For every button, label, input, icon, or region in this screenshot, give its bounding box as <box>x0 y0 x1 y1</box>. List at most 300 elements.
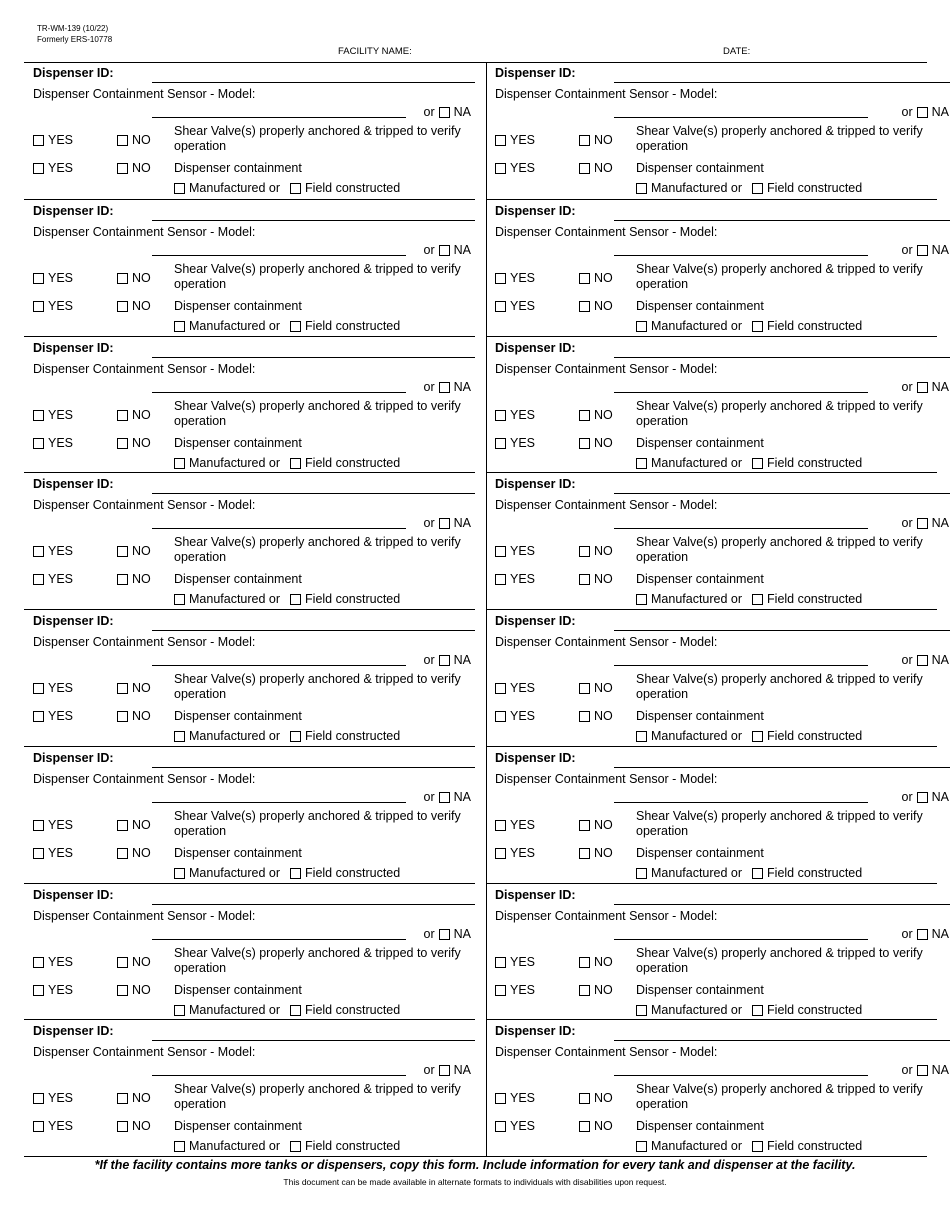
sensor-model-field[interactable] <box>614 117 868 118</box>
shear-yes-option <box>495 408 535 423</box>
no-text: NO <box>594 407 613 422</box>
field-constructed-text: Field constructed <box>767 865 863 880</box>
manufactured-checkbox[interactable] <box>174 458 185 469</box>
containment-yes-checkbox[interactable] <box>33 301 44 312</box>
manufactured-text: Manufactured or <box>651 455 743 470</box>
manufactured-text: Manufactured or <box>651 1139 743 1154</box>
na-checkbox[interactable] <box>917 382 928 393</box>
field-constructed-checkbox[interactable] <box>752 1005 763 1016</box>
manufactured-checkbox[interactable] <box>174 321 185 332</box>
field-constructed-checkbox[interactable] <box>752 183 763 194</box>
field-constructed-checkbox[interactable] <box>290 1005 301 1016</box>
dispenser-block-right-5 <box>486 609 949 746</box>
manufactured-checkbox[interactable] <box>636 183 647 194</box>
containment-no-option <box>579 709 613 724</box>
sensor-model-field[interactable] <box>614 939 868 940</box>
containment-yes-option <box>33 983 73 998</box>
shear-no-checkbox[interactable] <box>117 135 128 146</box>
sensor-na-option <box>902 927 950 942</box>
field-constructed-checkbox[interactable] <box>752 458 763 469</box>
manufactured-checkbox[interactable] <box>174 731 185 742</box>
sensor-model-label: Dispenser Containment Sensor - Model: <box>33 908 256 923</box>
yes-text: YES <box>510 298 536 313</box>
field-constructed-checkbox[interactable] <box>752 321 763 332</box>
containment-yes-option <box>33 436 73 451</box>
field-constructed-text: Field constructed <box>305 729 401 743</box>
containment-yes-checkbox[interactable] <box>33 985 44 996</box>
sensor-na-option <box>424 790 472 805</box>
containment-no-checkbox[interactable] <box>117 163 128 174</box>
containment-type-options <box>174 1139 400 1154</box>
shear-yes-option <box>33 681 73 696</box>
shear-yes-checkbox[interactable] <box>33 820 44 831</box>
date-label: DATE: <box>723 46 751 57</box>
shear-yes-checkbox[interactable] <box>495 410 506 421</box>
manufactured-checkbox[interactable] <box>174 594 185 605</box>
containment-no-checkbox[interactable] <box>579 848 590 859</box>
or-text: or <box>423 242 435 257</box>
shear-no-checkbox[interactable] <box>579 135 590 146</box>
shear-no-checkbox[interactable] <box>579 410 590 421</box>
manufactured-checkbox[interactable] <box>636 1005 647 1016</box>
field-constructed-checkbox[interactable] <box>752 1141 763 1152</box>
containment-no-checkbox[interactable] <box>579 163 590 174</box>
sensor-na-option <box>902 516 950 531</box>
dispenser-block-right-4 <box>486 472 949 609</box>
dispenser-id-field[interactable] <box>614 630 950 631</box>
field-constructed-text: Field constructed <box>767 729 863 743</box>
sensor-model-field[interactable] <box>614 392 868 393</box>
containment-yes-checkbox[interactable] <box>33 163 44 174</box>
yes-text: YES <box>510 161 536 175</box>
containment-text: Dispenser containment <box>636 982 764 997</box>
shear-valve-text: Shear Valve(s) properly anchored & tripped to verify operation <box>636 261 923 291</box>
footer-note: *If the facility contains more tanks or dispensers, copy this form. Include information for every tank and dispenser at the facility. <box>94 1158 856 1172</box>
sensor-na-option <box>424 243 472 258</box>
shear-yes-checkbox[interactable] <box>33 957 44 968</box>
containment-yes-checkbox[interactable] <box>33 711 44 722</box>
shear-no-checkbox[interactable] <box>117 683 128 694</box>
manufactured-checkbox[interactable] <box>174 183 185 194</box>
field-constructed-checkbox[interactable] <box>290 183 301 194</box>
shear-yes-checkbox[interactable] <box>495 957 506 968</box>
shear-no-option <box>117 133 151 148</box>
dispenser-block-left-5 <box>24 609 475 746</box>
or-text: or <box>423 789 435 804</box>
sensor-model-field[interactable] <box>152 117 406 118</box>
shear-no-checkbox[interactable] <box>117 546 128 557</box>
shear-no-checkbox[interactable] <box>117 410 128 421</box>
no-text: NO <box>132 681 151 695</box>
na-checkbox[interactable] <box>439 792 450 803</box>
yes-text: YES <box>48 133 74 147</box>
manufactured-text: Manufactured or <box>189 181 281 195</box>
containment-no-option <box>579 161 613 176</box>
dispenser-id-field[interactable] <box>152 630 475 631</box>
sensor-model-field[interactable] <box>152 392 406 393</box>
shear-no-option <box>579 818 613 833</box>
containment-yes-checkbox[interactable] <box>495 1121 506 1132</box>
sensor-model-field[interactable] <box>614 802 868 803</box>
containment-yes-checkbox[interactable] <box>495 574 506 585</box>
dispenser-id-label: Dispenser ID: <box>33 1024 114 1039</box>
or-text: or <box>901 242 913 257</box>
shear-yes-checkbox[interactable] <box>33 683 44 694</box>
yes-text: YES <box>48 709 74 723</box>
na-text: NA <box>931 653 949 667</box>
na-checkbox[interactable] <box>439 655 450 666</box>
containment-yes-option <box>33 161 73 176</box>
shear-no-checkbox[interactable] <box>579 957 590 968</box>
manufactured-checkbox[interactable] <box>636 1141 647 1152</box>
shear-no-checkbox[interactable] <box>117 820 128 831</box>
field-constructed-text: Field constructed <box>305 455 401 470</box>
yes-text: YES <box>510 133 536 147</box>
containment-yes-checkbox[interactable] <box>495 163 506 174</box>
na-checkbox[interactable] <box>917 518 928 529</box>
manufactured-text: Manufactured or <box>189 455 281 470</box>
no-text: NO <box>594 709 613 723</box>
shear-yes-option <box>33 1091 73 1106</box>
shear-no-option <box>579 271 613 286</box>
shear-no-checkbox[interactable] <box>579 546 590 557</box>
na-text: NA <box>453 789 471 804</box>
no-text: NO <box>594 982 613 997</box>
containment-type-options <box>636 456 862 471</box>
na-checkbox[interactable] <box>917 929 928 940</box>
manufactured-checkbox[interactable] <box>636 868 647 879</box>
sensor-model-field[interactable] <box>152 528 406 529</box>
shear-yes-option <box>33 955 73 970</box>
dispenser-id-field[interactable] <box>614 357 950 358</box>
sensor-model-label: Dispenser Containment Sensor - Model: <box>495 498 718 513</box>
shear-valve-text: Shear Valve(s) properly anchored & tripped to verify operation <box>174 945 461 975</box>
yes-text: YES <box>48 270 74 285</box>
na-checkbox[interactable] <box>917 107 928 118</box>
sensor-model-field[interactable] <box>152 802 406 803</box>
containment-type-options <box>636 1003 862 1018</box>
containment-no-checkbox[interactable] <box>579 1121 590 1132</box>
field-constructed-checkbox[interactable] <box>290 321 301 332</box>
containment-no-checkbox[interactable] <box>117 574 128 585</box>
form-number: TR-WM-139 (10/22) <box>37 24 109 33</box>
containment-no-option <box>579 299 613 314</box>
na-text: NA <box>453 516 471 531</box>
manufactured-text: Manufactured or <box>651 592 743 607</box>
yes-text: YES <box>48 681 74 695</box>
manufactured-text: Manufactured or <box>651 1002 743 1017</box>
yes-text: YES <box>510 435 536 450</box>
yes-text: YES <box>48 298 74 313</box>
sensor-model-field[interactable] <box>152 665 406 666</box>
containment-no-option <box>117 299 151 314</box>
or-text: or <box>901 789 913 804</box>
or-text: or <box>423 105 435 119</box>
containment-yes-checkbox[interactable] <box>33 574 44 585</box>
yes-text: YES <box>48 435 74 450</box>
yes-text: YES <box>48 572 74 587</box>
field-constructed-checkbox[interactable] <box>752 731 763 742</box>
na-text: NA <box>931 516 949 531</box>
no-text: NO <box>594 845 613 860</box>
shear-no-option <box>117 681 151 696</box>
manufactured-checkbox[interactable] <box>174 868 185 879</box>
or-text: or <box>901 653 913 667</box>
containment-no-checkbox[interactable] <box>117 711 128 722</box>
shear-yes-checkbox[interactable] <box>495 683 506 694</box>
no-text: NO <box>594 161 613 175</box>
field-constructed-text: Field constructed <box>305 181 401 195</box>
shear-yes-checkbox[interactable] <box>33 135 44 146</box>
sensor-model-field[interactable] <box>614 1075 868 1076</box>
sensor-model-field[interactable] <box>152 1075 406 1076</box>
containment-yes-option <box>495 709 535 724</box>
no-text: NO <box>594 298 613 313</box>
containment-text: Dispenser containment <box>636 572 764 587</box>
shear-no-option <box>117 955 151 970</box>
dispenser-id-field[interactable] <box>152 1040 475 1041</box>
dispenser-id-field[interactable] <box>614 1040 950 1041</box>
containment-no-option <box>117 1119 151 1134</box>
manufactured-text: Manufactured or <box>651 729 743 743</box>
manufactured-checkbox[interactable] <box>636 458 647 469</box>
shear-no-checkbox[interactable] <box>579 1093 590 1104</box>
dispenser-id-field[interactable] <box>614 220 950 221</box>
containment-type-options <box>636 181 862 196</box>
containment-no-checkbox[interactable] <box>117 1121 128 1132</box>
manufactured-text: Manufactured or <box>189 592 281 607</box>
containment-yes-option <box>495 161 535 176</box>
containment-no-checkbox[interactable] <box>579 574 590 585</box>
dispenser-id-field[interactable] <box>152 357 475 358</box>
yes-text: YES <box>48 161 74 175</box>
na-checkbox[interactable] <box>439 245 450 256</box>
field-constructed-text: Field constructed <box>767 592 863 607</box>
containment-no-checkbox[interactable] <box>579 438 590 449</box>
containment-yes-checkbox[interactable] <box>495 438 506 449</box>
manufactured-checkbox[interactable] <box>174 1141 185 1152</box>
containment-no-checkbox[interactable] <box>117 301 128 312</box>
na-checkbox[interactable] <box>917 245 928 256</box>
no-text: NO <box>132 407 151 422</box>
na-checkbox[interactable] <box>439 1065 450 1076</box>
dispenser-id-label: Dispenser ID: <box>33 340 114 355</box>
containment-yes-checkbox[interactable] <box>495 848 506 859</box>
containment-no-option <box>117 572 151 587</box>
shear-yes-checkbox[interactable] <box>495 820 506 831</box>
dispenser-id-label: Dispenser ID: <box>495 477 576 492</box>
manufactured-checkbox[interactable] <box>174 1005 185 1016</box>
sensor-na-option <box>902 653 950 668</box>
containment-text: Dispenser containment <box>174 982 302 997</box>
na-checkbox[interactable] <box>917 792 928 803</box>
yes-text: YES <box>510 544 536 559</box>
sensor-model-field[interactable] <box>614 255 868 256</box>
dispenser-id-field[interactable] <box>152 82 475 83</box>
no-text: NO <box>132 270 151 285</box>
containment-yes-option <box>33 1119 73 1134</box>
na-text: NA <box>453 379 471 394</box>
na-checkbox[interactable] <box>439 382 450 393</box>
no-text: NO <box>132 435 151 450</box>
shear-valve-text: Shear Valve(s) properly anchored & tripped to verify operation <box>636 672 923 701</box>
dispenser-id-field[interactable] <box>152 220 475 221</box>
shear-yes-option <box>495 544 535 559</box>
manufactured-checkbox[interactable] <box>636 321 647 332</box>
shear-no-checkbox[interactable] <box>117 273 128 284</box>
shear-no-option <box>117 271 151 286</box>
containment-no-checkbox[interactable] <box>579 301 590 312</box>
shear-yes-checkbox[interactable] <box>33 1093 44 1104</box>
manufactured-text: Manufactured or <box>189 1002 281 1017</box>
no-text: NO <box>132 298 151 313</box>
na-checkbox[interactable] <box>439 929 450 940</box>
sensor-na-option <box>902 380 950 395</box>
containment-yes-checkbox[interactable] <box>33 438 44 449</box>
shear-valve-text: Shear Valve(s) properly anchored & tripped to verify operation <box>174 124 461 153</box>
field-constructed-checkbox[interactable] <box>752 594 763 605</box>
shear-yes-checkbox[interactable] <box>495 546 506 557</box>
yes-text: YES <box>48 407 74 422</box>
dispenser-id-label: Dispenser ID: <box>495 750 576 765</box>
yes-text: YES <box>510 407 536 422</box>
dispenser-id-field[interactable] <box>614 493 950 494</box>
na-text: NA <box>453 105 471 119</box>
containment-no-checkbox[interactable] <box>117 985 128 996</box>
containment-type-options <box>174 866 400 881</box>
shear-yes-checkbox[interactable] <box>495 1093 506 1104</box>
sensor-model-label: Dispenser Containment Sensor - Model: <box>33 1045 256 1060</box>
shear-no-option <box>579 955 613 970</box>
dispenser-id-label: Dispenser ID: <box>33 477 114 492</box>
containment-no-checkbox[interactable] <box>579 985 590 996</box>
containment-no-checkbox[interactable] <box>117 438 128 449</box>
shear-yes-checkbox[interactable] <box>495 273 506 284</box>
na-text: NA <box>931 105 949 119</box>
yes-text: YES <box>510 709 536 723</box>
containment-yes-checkbox[interactable] <box>33 848 44 859</box>
yes-text: YES <box>510 845 536 860</box>
shear-no-checkbox[interactable] <box>117 1093 128 1104</box>
dispenser-id-label: Dispenser ID: <box>495 203 576 218</box>
field-constructed-checkbox[interactable] <box>290 458 301 469</box>
field-constructed-checkbox[interactable] <box>752 868 763 879</box>
containment-type-options <box>174 456 400 471</box>
sensor-na-option <box>424 653 472 668</box>
or-text: or <box>901 1063 913 1078</box>
containment-no-option <box>579 436 613 451</box>
shear-valve-text: Shear Valve(s) properly anchored & tripped to verify operation <box>174 1082 461 1112</box>
dispenser-id-label: Dispenser ID: <box>33 887 114 902</box>
shear-no-option <box>117 818 151 833</box>
dispenser-grid <box>24 62 949 1157</box>
na-text: NA <box>453 242 471 257</box>
shear-valve-text: Shear Valve(s) properly anchored & tripped to verify operation <box>174 672 461 701</box>
containment-yes-checkbox[interactable] <box>33 1121 44 1132</box>
field-constructed-checkbox[interactable] <box>290 731 301 742</box>
na-text: NA <box>931 789 949 804</box>
containment-yes-checkbox[interactable] <box>495 711 506 722</box>
manufactured-text: Manufactured or <box>651 865 743 880</box>
dispenser-id-field[interactable] <box>614 767 950 768</box>
containment-text: Dispenser containment <box>636 845 764 860</box>
sensor-model-field[interactable] <box>614 665 868 666</box>
sensor-model-label: Dispenser Containment Sensor - Model: <box>495 1045 718 1060</box>
containment-yes-checkbox[interactable] <box>495 985 506 996</box>
na-checkbox[interactable] <box>439 518 450 529</box>
dispenser-block-right-3 <box>486 336 949 473</box>
field-constructed-text: Field constructed <box>767 1002 863 1017</box>
sensor-model-label: Dispenser Containment Sensor - Model: <box>495 87 718 101</box>
shear-yes-checkbox[interactable] <box>33 410 44 421</box>
sensor-model-label: Dispenser Containment Sensor - Model: <box>495 635 718 649</box>
shear-no-option <box>579 133 613 148</box>
field-constructed-checkbox[interactable] <box>290 1141 301 1152</box>
shear-yes-checkbox[interactable] <box>33 546 44 557</box>
shear-yes-option <box>495 681 535 696</box>
na-text: NA <box>931 379 949 394</box>
shear-no-option <box>579 544 613 559</box>
sensor-model-field[interactable] <box>152 939 406 940</box>
or-text: or <box>423 516 435 531</box>
manufactured-text: Manufactured or <box>651 318 743 333</box>
shear-no-checkbox[interactable] <box>579 683 590 694</box>
manufactured-text: Manufactured or <box>189 865 281 880</box>
shear-valve-text: Shear Valve(s) properly anchored & tripped to verify operation <box>636 535 923 565</box>
containment-yes-checkbox[interactable] <box>495 301 506 312</box>
sensor-na-option <box>424 380 472 395</box>
yes-text: YES <box>48 1119 74 1134</box>
sensor-model-field[interactable] <box>152 255 406 256</box>
formerly-number: Formerly ERS-10778 <box>37 35 113 44</box>
dispenser-id-field[interactable] <box>614 904 950 905</box>
containment-no-option <box>117 709 151 724</box>
shear-yes-option <box>495 271 535 286</box>
containment-text: Dispenser containment <box>636 161 764 175</box>
containment-yes-option <box>33 299 73 314</box>
or-text: or <box>901 516 913 531</box>
containment-no-option <box>579 1119 613 1134</box>
no-text: NO <box>594 1091 613 1106</box>
shear-no-checkbox[interactable] <box>117 957 128 968</box>
shear-no-checkbox[interactable] <box>579 820 590 831</box>
dispenser-id-field[interactable] <box>614 82 950 83</box>
manufactured-checkbox[interactable] <box>636 731 647 742</box>
containment-no-checkbox[interactable] <box>117 848 128 859</box>
containment-no-checkbox[interactable] <box>579 711 590 722</box>
field-constructed-checkbox[interactable] <box>290 594 301 605</box>
sensor-model-label: Dispenser Containment Sensor - Model: <box>33 771 256 786</box>
na-checkbox[interactable] <box>439 107 450 118</box>
manufactured-checkbox[interactable] <box>636 594 647 605</box>
sensor-model-field[interactable] <box>614 528 868 529</box>
na-checkbox[interactable] <box>917 655 928 666</box>
field-constructed-checkbox[interactable] <box>290 868 301 879</box>
na-checkbox[interactable] <box>917 1065 928 1076</box>
containment-text: Dispenser containment <box>636 1119 764 1134</box>
dispenser-id-field[interactable] <box>152 904 475 905</box>
shear-yes-checkbox[interactable] <box>33 273 44 284</box>
yes-text: YES <box>510 1091 536 1106</box>
containment-type-options <box>636 319 862 334</box>
shear-no-checkbox[interactable] <box>579 273 590 284</box>
dispenser-id-field[interactable] <box>152 493 475 494</box>
field-constructed-text: Field constructed <box>305 1002 401 1017</box>
sensor-model-label: Dispenser Containment Sensor - Model: <box>33 498 256 513</box>
no-text: NO <box>594 954 613 969</box>
dispenser-id-field[interactable] <box>152 767 475 768</box>
shear-yes-checkbox[interactable] <box>495 135 506 146</box>
